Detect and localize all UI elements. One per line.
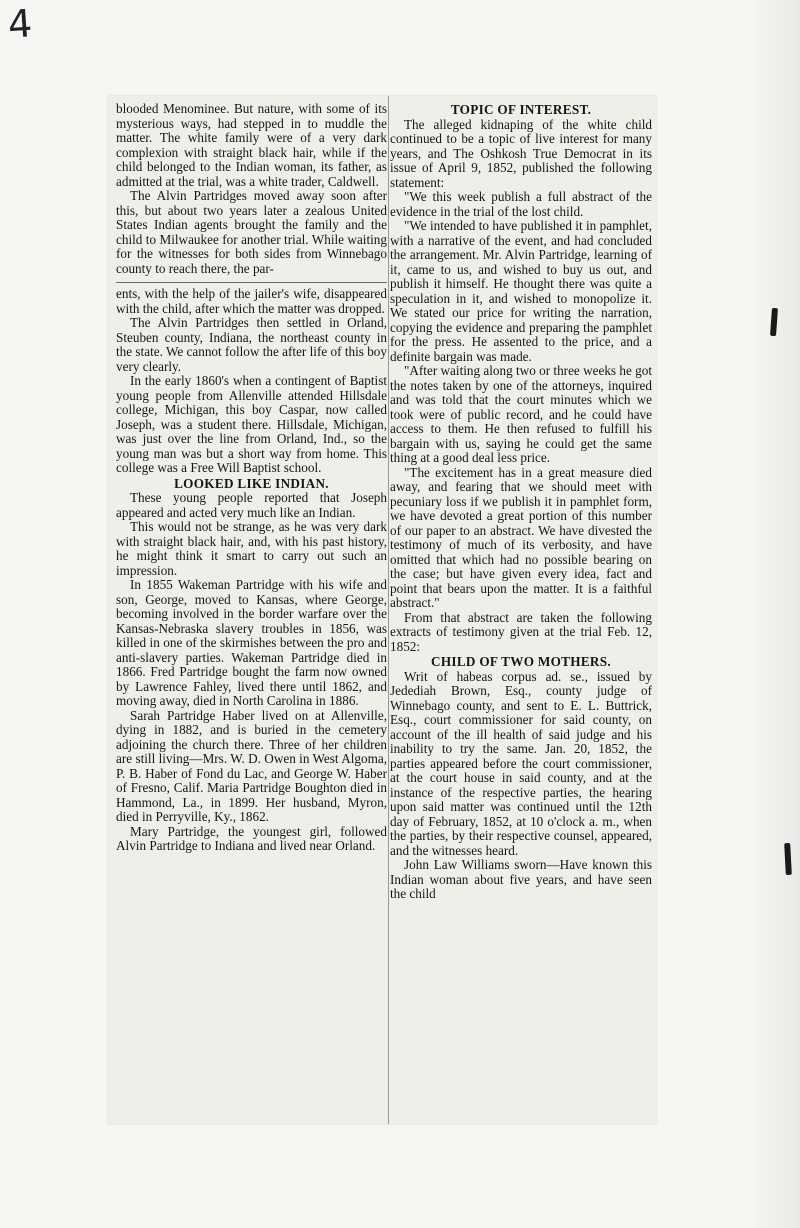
paragraph: John Law Williams sworn—Have known this Indian woman about five years, and have seen the child [390, 857, 652, 901]
left-part-3 [116, 491, 387, 854]
paragraph: "After waiting along two or three weeks he got the notes taken by one of the attorneys, inquired and was told that the court minutes which we took were of public record, and he could have access to them. He then refused to fulfill his bargain with us, saying he could get the same thing at a good deal less price. [390, 363, 652, 465]
paragraph: ents, with the help of the jailer's wife, disappeared with the child, after which the matter was dropped. [116, 286, 387, 316]
right-column [390, 102, 652, 902]
right-part-1 [390, 118, 652, 655]
page-number: 4 [6, 1, 34, 47]
paragraph: The alleged kidnaping of the white child continued to be a topic of live interest for many years, and The Oshkosh True Democrat in its issue of April 9, 1852, published the following statement: [390, 116, 652, 190]
paragraph: The Alvin Partridges moved away soon after this, but about two years later a zealous United States Indian agents brought the family and the child to Milwaukee for another trial. While waiting for the witnesses for both sides from Winnebago county to reach there, the par- [116, 188, 387, 276]
clipping-cut-line [116, 282, 387, 283]
right-part-2 [390, 670, 652, 902]
paragraph: In the early 1860's when a contingent of Baptist young people from Allenville attended Hillsdale college, Michigan, this boy Caspar, now called Joseph, was a student there. Hillsdale, Michigan, was just over the line from Orland, Ind., so the young man was but a short way from home. This college was a Free Will Baptist school. [116, 373, 387, 475]
section-heading: CHILD OF TWO MOTHERS. [431, 654, 611, 669]
paragraph: Mary Partridge, the youngest girl, followed Alvin Partridge to Indiana and lived near Orland. [116, 823, 387, 853]
paragraph: From that abstract are taken the following extracts of testimony given at the trial Feb. 12, 1852: [390, 609, 652, 654]
column-divider [388, 96, 389, 1124]
paragraph: "We this week publish a full abstract of the evidence in the trial of the lost child. [390, 189, 652, 219]
paragraph: "The excitement has in a great measure died away, and fearing that we should meet with pecuniary loss if we publish it in pamphlet form, we have devoted a great portion of this number of our paper to an abstract. We have divested the testimony of much of its verbosity, and have omitted that which had no possible bearing on the case; but have given every idea, fact and point that bears upon the matter. It is a faithful abstract." [390, 464, 652, 610]
paragraph: blooded Menominee. But nature, with some of its mysterious ways, had stepped in to muddle the matter. The white family were of a very dark complexion with straight black hair, while if the child belonged to the Indian woman, its father, as admitted at the trial, was a white trader, Caldwell. [116, 101, 387, 189]
paragraph: "We intended to have published it in pamphlet, with a narrative of the event, and had concluded the arrangement. Mr. Alvin Partridge, learning of it, came to us, and wished to buy us out, and publish it himself. He thought there was quite a speculation in it, and wished to monopolize it. We stated our price for writing the narration, copying the evidence and preparing the pamphlet for the press. He assented to the price, and a definite bargain was made. [390, 218, 652, 364]
newspaper-clipping [108, 96, 656, 1124]
paragraph: This would not be strange, as he was very dark with straight black hair, and, with his past history, he might think it smart to carry out such an impression. [116, 519, 387, 578]
paragraph: Sarah Partridge Haber lived on at Allenville, dying in 1882, and is buried in the cemetery adjoining the church there. Three of her children are still living—Mrs. W. D. Owen in West Algoma, P. B. Haber of Fond du Lac, and George W. Haber of Fresno, Calif. Maria Partridge Boughton died in Hammond, La., in 1899. Her husband, Myron, died in Perryville, Ky., 1862. [116, 707, 387, 824]
paragraph: The Alvin Partridges then settled in Orland, Steuben county, Indiana, the northeast county in the state. We cannot follow the after life of this boy very clearly. [116, 315, 387, 374]
paragraph: In 1855 Wakeman Partridge with his wife and son, George, moved to Kansas, where George, becoming involved in the border warfare over the Kansas-Nebraska slavery troubles in 1856, was killed in one of the skirmishes between the pro and anti-slavery parties. Wakeman Partridge died in 1866. Fred Partridge bought the farm now owned by Lawrence Fahley, lived there until 1862, and moving away, died in North Carolina in 1886. [116, 577, 387, 708]
binding-shadow [752, 0, 800, 1228]
section-heading: TOPIC OF INTEREST. [450, 102, 592, 117]
left-column [116, 102, 387, 854]
section-heading: LOOKED LIKE INDIAN. [174, 475, 329, 491]
left-part-2 [116, 287, 387, 476]
left-part-1 [116, 102, 387, 276]
paragraph: These young people reported that Joseph appeared and acted very much like an Indian. [116, 490, 387, 520]
paragraph: Writ of habeas corpus ad. se., issued by Jedediah Brown, Esq., county judge of Winnebago county, and sent to E. L. Buttrick, Esq., court commissioner for said county, on account of the ill health of said judge and his inability to try the same. Jan. 20, 1852, the parties appeared before the court commissioner, at the court house in said county, and at the instance of the respective parties, the hearing upon said matter was continued until the 12th day of February, 1852, at 10 o'clock a. m., when the parties, by their respective counsel, appeared, and the witnesses heard. [390, 668, 652, 858]
